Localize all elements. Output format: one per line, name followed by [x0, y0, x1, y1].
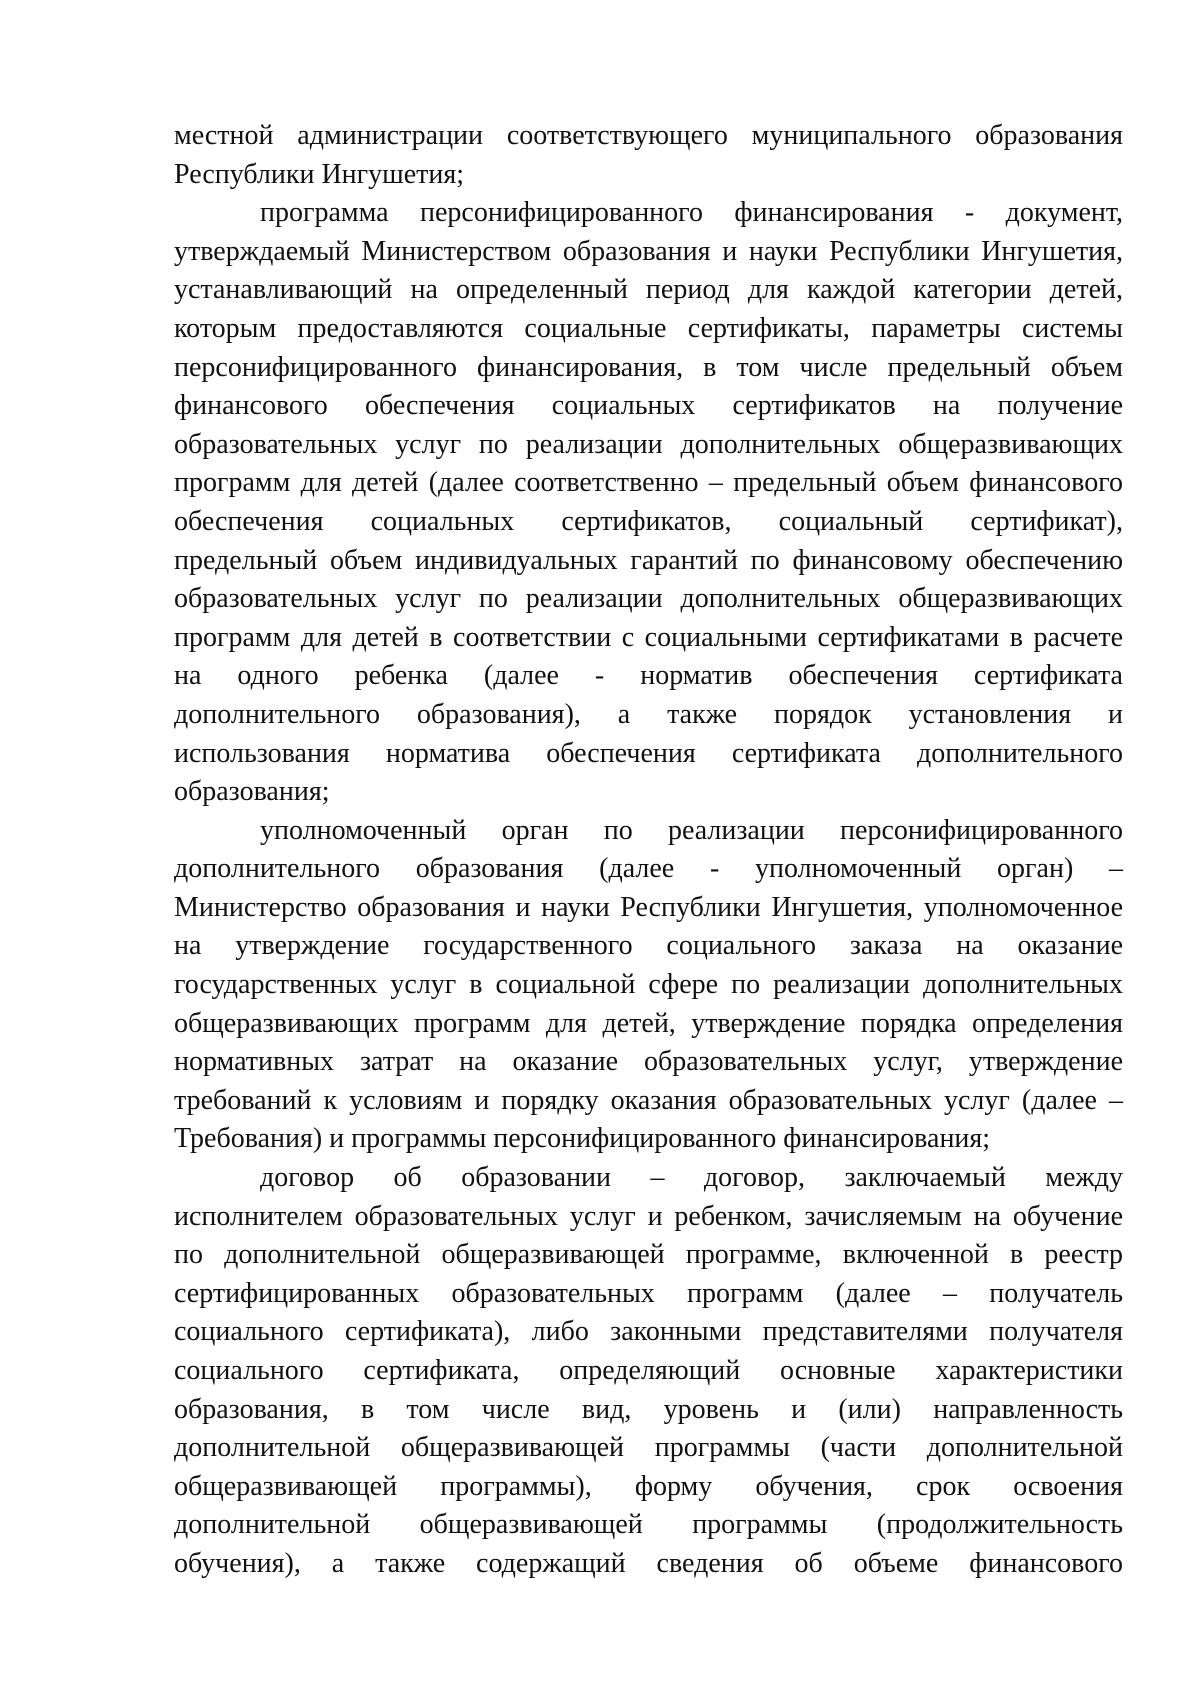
- paragraph: [174, 194, 1123, 812]
- text-line: которым предоставляются социальные сертификаты, параметры системы: [174, 312, 1123, 344]
- text-line: по дополнительной общеразвивающей программе, включенной в реестр: [174, 1239, 1123, 1271]
- text-line: предельный объем индивидуальных гарантий по финансовому обеспечению: [174, 544, 1123, 576]
- paragraph: [174, 117, 1123, 194]
- document-body: [174, 117, 1123, 1584]
- text-line: программ для детей (далее соответственно – предельный объем финансового: [174, 467, 1123, 499]
- text-line: образования;: [174, 776, 330, 808]
- text-line: договор об образовании – договор, заключаемый между: [260, 1162, 1123, 1194]
- text-line: дополнительной общеразвивающей программы (продолжительность: [174, 1509, 1123, 1541]
- text-line: дополнительного образования (далее - уполномоченный орган) –: [174, 853, 1123, 885]
- text-line: государственных услуг в социальной сфере по реализации дополнительных: [174, 969, 1123, 1001]
- text-line: уполномоченный орган по реализации персонифицированного: [260, 814, 1123, 846]
- text-line: требований к условиям и порядку оказания образовательных услуг (далее –: [174, 1084, 1123, 1116]
- text-line: образования, в том числе вид, уровень и (или) направленность: [174, 1393, 1123, 1425]
- text-line: дополнительного образования), а также порядок установления и: [174, 698, 1123, 730]
- text-line: персонифицированного финансирования, в том числе предельный объем: [174, 351, 1123, 383]
- text-line: обучения), а также содержащий сведения об объеме финансового: [174, 1547, 1123, 1579]
- text-line: на одного ребенка (далее - норматив обеспечения сертификата: [174, 660, 1123, 692]
- text-line: социального сертификата, определяющий основные характеристики: [174, 1355, 1123, 1386]
- text-line: нормативных затрат на оказание образовательных услуг, утверждение: [174, 1046, 1123, 1078]
- text-line: местной администрации соответствующего муниципального образования: [174, 120, 1123, 151]
- text-line: устанавливающий на определенный период для каждой категории детей,: [174, 274, 1123, 306]
- text-line: использования норматива обеспечения сертификата дополнительного: [174, 737, 1123, 769]
- text-line: утверждаемый Министерством образования и науки Республики Ингушетия,: [174, 235, 1123, 267]
- text-line: программа персонифицированного финансирования - документ,: [260, 197, 1123, 229]
- text-line: общеразвивающей программы), форму обучения, срок освоения: [174, 1470, 1123, 1502]
- text-line: дополнительной общеразвивающей программы (части дополнительной: [174, 1432, 1123, 1464]
- text-line: общеразвивающих программ для детей, утверждение порядка определения: [174, 1007, 1123, 1039]
- text-line: сертифицированных образовательных программ (далее – получатель: [174, 1277, 1123, 1309]
- text-line: социального сертификата), либо законными представителями получателя: [174, 1316, 1123, 1348]
- text-line: финансового обеспечения социальных сертификатов на получение: [174, 390, 1123, 422]
- text-line: программ для детей в соответствии с социальными сертификатами в расчете: [174, 621, 1123, 653]
- text-line: Республики Ингушетия;: [174, 158, 465, 190]
- text-line: образовательных услуг по реализации дополнительных общеразвивающих: [174, 428, 1123, 460]
- paragraph: [174, 812, 1123, 1159]
- text-line: Требования) и программы персонифицированного финансирования;: [174, 1123, 991, 1155]
- text-line: образовательных услуг по реализации дополнительных общеразвивающих: [174, 583, 1123, 615]
- text-line: исполнителем образовательных услуг и ребенком, зачисляемым на обучение: [174, 1200, 1123, 1232]
- text-line: обеспечения социальных сертификатов, социальный сертификат),: [174, 505, 1123, 537]
- text-line: Министерство образования и науки Республики Ингушетия, уполномоченное: [174, 891, 1123, 923]
- paragraph: [174, 1159, 1123, 1584]
- text-line: на утверждение государственного социального заказа на оказание: [174, 930, 1123, 962]
